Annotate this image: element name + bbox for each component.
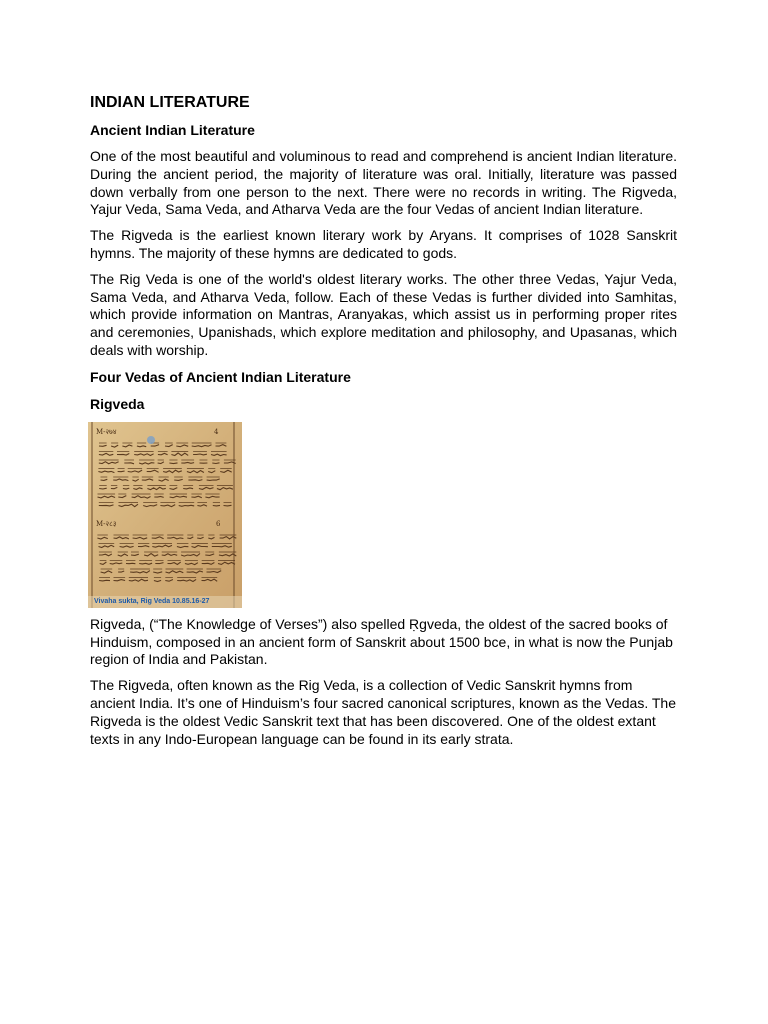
script-stroke [99,505,114,506]
document-title: INDIAN LITERATURE [90,94,250,111]
script-stroke [213,505,220,506]
manuscript-illustration [88,422,242,608]
rigveda-description-paragraph: The Rigveda, often known as the Rig Veda, is a collection of Vedic Sanskrit hymns from ancient India. It’s one of Hinduism’s four sacred canonical scriptures, known as the Vedas. The Rigveda is the oldest Vedic Sanskrit text that has been discovered. One of the oldest extant texts in any Indo-European language can be found in its early strata. [90,677,676,747]
intro-paragraph: One of the most beautiful and voluminous to read and comprehend is ancient Indian literature. During the ancient period, the majority of literature was oral. Initially, literature was passed down verbally from one person to the next. There were no records in writing. The Rigveda, Yajur Veda, Sama Veda, and Atharva Veda are the four Vedas of ancient Indian literature. [90,148,677,218]
image-caption: Vivaha sukta, Rig Veda 10.85.16-27 [88,596,242,608]
script-stroke [99,580,110,581]
script-stroke [183,488,193,489]
script-stroke [154,496,163,497]
four-vedas-heading: Four Vedas of Ancient Indian Literature [90,368,351,385]
script-stroke [137,446,146,447]
document-page [90,93,677,756]
section-heading: Ancient Indian Literature [90,122,255,138]
rigveda-definition-paragraph: Rigveda, (“The Knowledge of Verses”) also spelled Ṛgveda, the oldest of the sacred books of Hinduism, composed in an ancient form of Sanskrit about 1500 bce, in what is now the Punjab region of India and Pakistan. [90,615,673,668]
script-stroke [224,505,232,506]
rigveda-summary-paragraph: The Rigveda is the earliest known literary work by Aryans. It comprises of 1028 Sanskrit hymns. The majority of these hymns are dedicated to gods. [90,227,677,261]
vedas-paragraph: The Rig Veda is one of the world's oldest literary works. The other three Vedas, Yajur Veda, Sama Veda, and Atharva Veda, follow. Each of these Vedas is further divided into Samhitas, which provide information on Mantras, Aranyakas, which assist us in performing proper rites and ceremonies, Upanishads, which explore meditation and philosophy, and Upasanas, which deals with worship. [90,270,677,358]
svg-text:M-२७४: M-२७४ [96,427,117,436]
rigveda-heading: Rigveda [90,395,145,412]
svg-text:M-२८३: M-२८३ [96,519,117,528]
svg-text:6: 6 [216,519,221,528]
svg-text:4: 4 [214,427,219,436]
manuscript-image [88,422,242,608]
